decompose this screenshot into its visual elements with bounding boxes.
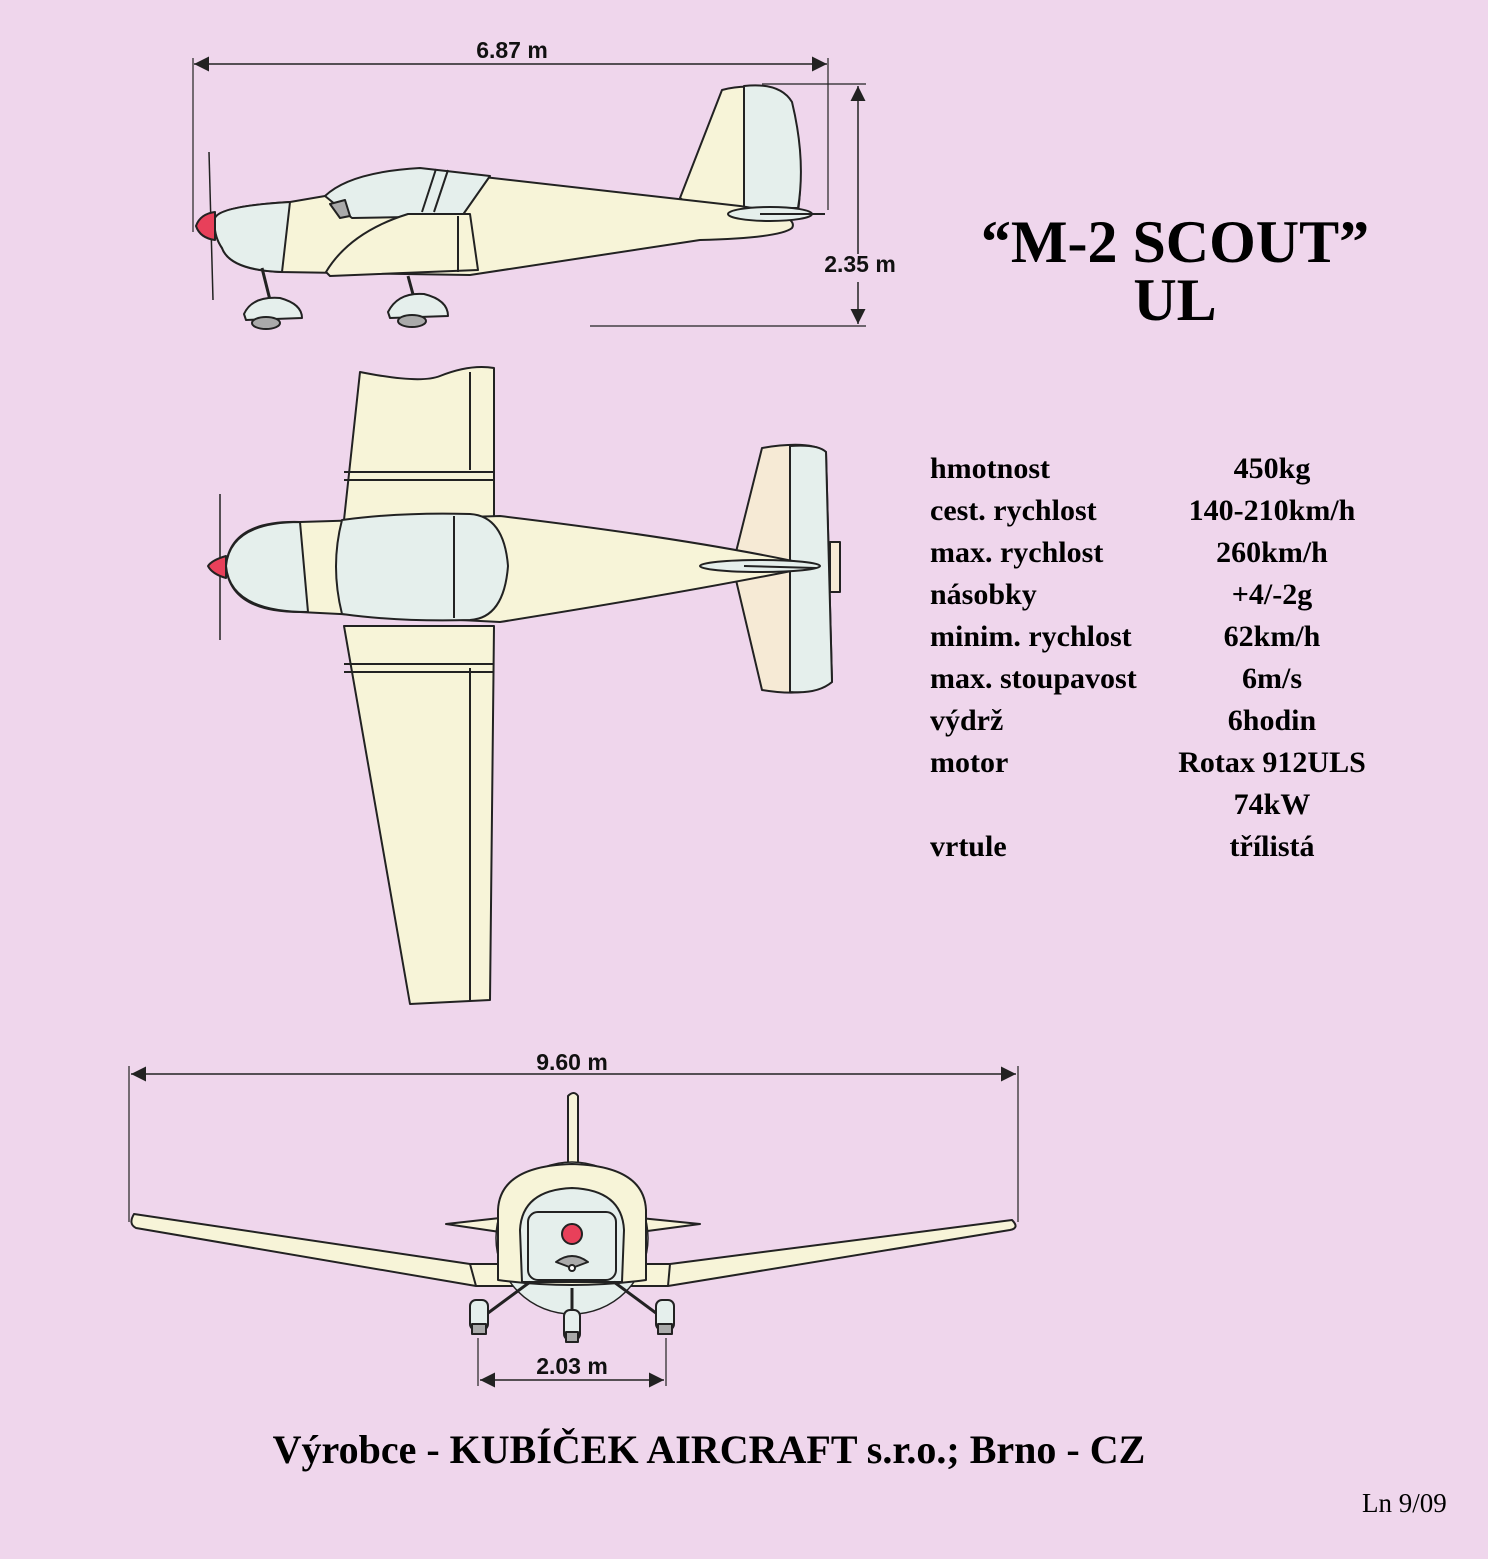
- spec-row: [930, 662, 1450, 704]
- spec-value: 6m/s: [1242, 662, 1302, 695]
- spec-row: [930, 578, 1450, 620]
- spec-label: vrtule: [930, 830, 1007, 863]
- spec-label: hmotnost: [930, 452, 1051, 485]
- spec-row: [930, 746, 1450, 788]
- spec-label: výdrž: [930, 704, 1004, 737]
- spec-label: max. stoupavost: [930, 662, 1137, 695]
- spec-row: [930, 494, 1450, 536]
- spec-value: 450kg: [1233, 452, 1311, 485]
- spec-value: 260km/h: [1216, 536, 1328, 569]
- top-view: [208, 367, 840, 1004]
- spec-value: +4/-2g: [1231, 578, 1313, 611]
- spec-row: [930, 830, 1450, 872]
- spec-row: [930, 788, 1450, 830]
- spec-value: Rotax 912ULS: [1178, 746, 1366, 779]
- spec-value: 62km/h: [1223, 620, 1321, 653]
- wingspan-label: 9.60 m: [536, 1049, 608, 1075]
- aircraft-title: “M-2 SCOUT”: [980, 209, 1370, 275]
- height-label: 2.35 m: [824, 251, 896, 277]
- spec-row: [930, 620, 1450, 662]
- specifications-table: [930, 452, 1450, 872]
- length-label: 6.87 m: [476, 37, 548, 63]
- spec-label: cest. rychlost: [930, 494, 1097, 527]
- spec-row: [930, 704, 1450, 746]
- manufacturer-line: Výrobce - KUBÍČEK AIRCRAFT s.r.o.; Brno - CZ: [272, 1427, 1146, 1472]
- spec-value: 6hodin: [1227, 704, 1317, 737]
- track-label: 2.03 m: [536, 1353, 608, 1379]
- spec-row: [930, 452, 1450, 494]
- spec-value: 140-210km/h: [1188, 494, 1356, 527]
- spec-value: 74kW: [1233, 788, 1311, 821]
- spec-value: třílistá: [1229, 830, 1315, 863]
- aircraft-category: UL: [1133, 267, 1217, 333]
- spec-row: [930, 536, 1450, 578]
- front-view: [129, 1066, 1018, 1386]
- drawing-code: Ln 9/09: [1362, 1488, 1447, 1518]
- spec-label: max. rychlost: [930, 536, 1104, 569]
- spec-label: násobky: [930, 578, 1037, 611]
- spec-label: minim. rychlost: [930, 620, 1132, 653]
- spec-label: motor: [930, 746, 1009, 779]
- side-view: [193, 58, 866, 329]
